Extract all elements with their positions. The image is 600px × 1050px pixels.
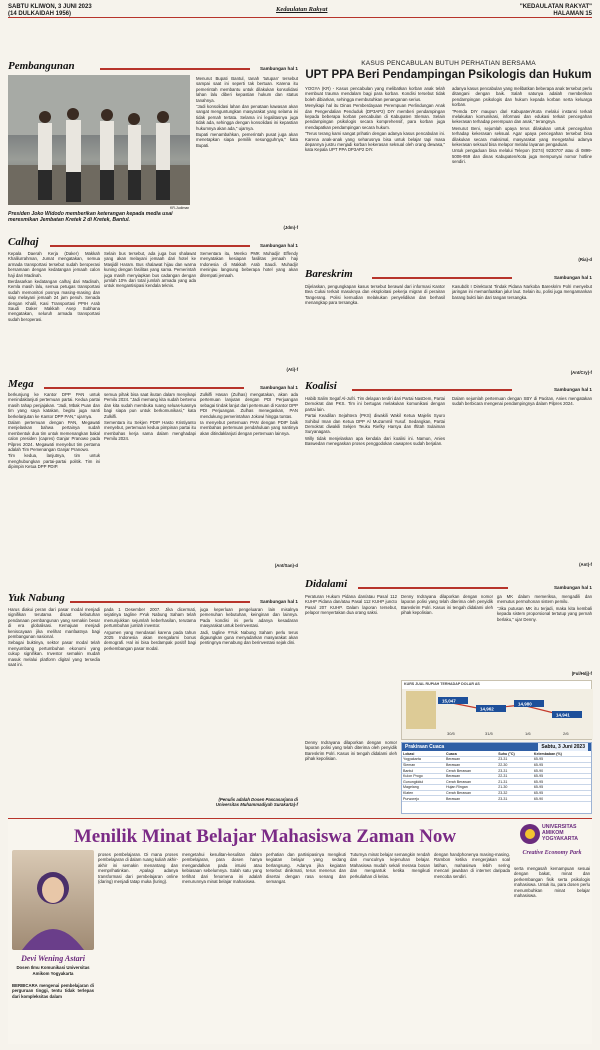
table-cell: Bantul	[402, 768, 445, 774]
koalisi-col-2: Dalam sejumlah pertemuan dengan SBY di Pacitan, Anies mengatakan sudah berbicara mengenai pendampingnya dalam Pilpres 2024.	[452, 396, 592, 407]
mega-col-2: semua pihak bisa saat ikutan dalam menyikapi Pemilu 2024. "Jadi memang kita sudah bertemu dan kita sudah membuka ruang seluas-luasnya bagi siapa pun untuk berkomunikasi," kata Zulkifli. Sementara itu Sekjen PDIP Hasto Kristiyanto menyebut, pertemuan kedua pimpinan partai itu membahas kerja sama dalam menghadapi Pemilu 2024.	[104, 392, 196, 442]
kurs-date: 30/5	[447, 731, 455, 736]
kurs-chart	[401, 680, 592, 740]
bareskrim-byline: Sambungan hal 1	[553, 275, 592, 280]
page-header	[8, 4, 592, 18]
spacer	[305, 745, 306, 746]
didalami-heading: Didalami	[305, 578, 348, 590]
yuknabung-col-1: Harus diakui peran dari pasar modal menjadi signifikan terutama disaat kebutuhan pendanaan pembangunan yang semakin besar di era globalisasi. Kemajuan menjadi keniscayaan jika melihat manfaatnya bagi pembangunan nasional. Sebagai buktinya, sektor pasar modal telah menyumbang pertumbuhan ekonomi yang cukup signifikan. Investor semakin mudah masuk melalui platform digital yang tersedia saat ini.	[8, 607, 100, 668]
author-photo	[12, 850, 94, 950]
didalami-col-2: Denny Indrayana dilaporkan dengan nomor laporan polisi yang telah diterima oleh penyidik Bareskrim Polri. Kasus ini tengah didalami oleh pihak kepolisian.	[401, 594, 493, 616]
table-cell: 23-31	[497, 796, 533, 802]
table-cell: Klaten	[402, 790, 445, 796]
calhaj-byline: Sambungan hal 1	[259, 243, 298, 248]
table-cell: Berawan	[445, 796, 497, 802]
table-cell: 22-30	[497, 762, 533, 768]
yuknabung-author-note: (Penulis adalah Dosen Pascasarjana di Universitas Muhammadiyah Surakarta)-f	[215, 797, 298, 808]
kasus-headline: UPT PPA Beri Pendampingan Psikologis dan Hukum	[305, 69, 592, 81]
table-cell: Cerah Berawan	[445, 779, 497, 785]
weather-col-header: Kelembaban (%)	[533, 751, 591, 757]
calhaj-col-1: Kepala Daerah Kerja (Daker) Makkah Khalilurrahman, Jumat mengatakan, semua armada transportasi tersebut sudah beroperasi bersamaan dengan kedatangan jemaah calon haji dari Madinah. Berdasarkan kedatangan calhaj dari Madinah, Kemla masih lalu, semua petugas transportasi sudah memonitori posnya masing-masing dan siap melayani jemaah 24 jam penuh. Senada dengan Khalil, Kasi Transportasi PPIH Arab Saudi Daker Makkah Asep Subhana mengatakan, seluruh armada transportasi sudah beroperasi.	[8, 251, 100, 322]
kurs-value: 14,941	[556, 712, 570, 718]
bareskrim-col-2: Kasubdit I Direktorat Tindak Pidana Narkoba Bareskrim Polri menyebut jaringan ini memanfaatkan jalur laut. Selain itu, polisi juga mengamankan barang bukti lain dari tangan tersangka.	[452, 284, 592, 300]
author-name: Devi Wening Astari	[21, 954, 85, 963]
kasus-kicker: KASUS PENCABULAN BUTUH PERHATIAN BERSAMA	[361, 60, 536, 67]
weather-header	[402, 743, 591, 751]
author-title: Dosen Ilmu Komunikasi Universitas Amikom Yogyakarta	[16, 965, 90, 976]
koalisi-heading: Koalisi	[305, 380, 337, 392]
weather-col-header: Suhu (°C)	[497, 751, 533, 757]
table-cell: 23-31	[497, 757, 533, 763]
mega-sign: (Ant/San)-d	[274, 563, 298, 568]
section-rule	[372, 277, 512, 279]
yuknabung-col-3: juga keperluan pengeluaran lain misalnya pemenuhan kebutuhan, keinginan dan lainnya. Pada kondisi ini perlu adanya kesadaran masyarakat untuk berinvestasi. Jadi, tagline #Yuk Nabung Saham perlu terus digaungkan guna menyadarkan masyarakat akan pentingnya menabung dan berinvestasi sejak dini.	[200, 607, 298, 646]
kurs-date: 1/6	[525, 731, 531, 736]
table-cell: Yogyakarta	[402, 757, 445, 763]
didalami-sign: (Ful/Hdj)-f	[571, 671, 592, 676]
table-cell: 21-31	[497, 779, 533, 785]
table-cell: Kulon Progo	[402, 773, 445, 779]
mega-heading: Mega	[8, 378, 34, 390]
table-cell: Berawan	[445, 762, 497, 768]
calhaj-heading: Calhaj	[8, 236, 39, 248]
pembangunan-body: Menurut Bupati Bantul, tanah 'tutupan' tersebut sampai saat ini seperti tak bertuan. Karena itu pemerintah membantu untuk dilakukan konsolidasi lahan lalu diberi kepastian hukum dan status tanahnya. "Jadi konsolidasi lahan dan penataan kawasan akan sangat menguntungkan masyarakat yang selama ini tidak pernah tertata. Selama ini legalitasnya juga tidak ada, sehingga dengan konsolidasi ini kepastian hukumnya akan ada," ujarnya. Bupati menambahkan, pemerintah pusat juga akan menetapkan siapa pemilik sesungguhnya," kata Bupati.	[196, 76, 298, 148]
mega-byline: Sambungan hal 1	[259, 385, 298, 390]
table-cell: 22-31	[497, 773, 533, 779]
author-silhouette	[12, 850, 94, 950]
table-cell: 65-90	[533, 796, 591, 802]
table-cell: Purworejo	[402, 796, 445, 802]
kurs-value: 14,980	[518, 701, 532, 707]
kurs-date: 2/6	[563, 731, 569, 736]
bareskrim-sign: (Ant/Cry)-f	[570, 370, 592, 375]
table-row	[402, 796, 591, 802]
pembangunan-heading: Pembangunan	[8, 60, 75, 72]
jokowi-photo	[8, 75, 190, 205]
masthead-name: "KEDAULATAN RAKYAT"	[519, 4, 592, 10]
table-cell: 65-90	[533, 768, 591, 774]
table-cell: Magelang	[402, 785, 445, 791]
didalami-col-1: Peraturan Hukum Pidana dan/atau Pasal 112 KUHP Pidana dan/atau Pasal 112 KUHP juncto Pasal 207 KUHP. Dalam laporan tersebut, pelapor menyertakan dua orang saksi.	[305, 594, 397, 616]
table-cell: 65-95	[533, 790, 591, 796]
mega-col-3: Zulkifli Hasan (Zulhas) mengatakan, akan ada pertemuan lanjutan dengan PDI Perjuangan sebagai tindak lanjut dari pertemuan di Kantor DPP PDI Perjuangan. Zulhas menegaskan, PAN mendukung pemerintahan Jokowi hingga tuntas. Ia menyebut pertemuan PAN dengan PDIP baik membahas pertemuan pendahuluan yang nantinya akan ditindaklanjuti dengan pertemuan lainnya.	[200, 392, 298, 436]
ad-col-6: serta mengasah kemampuan sesuai dengan bakat, minat dan perkembangan fisik serta psikologis mahasiswa. Untuk itu, para dosen perlu menumbuhkan minat belajar mahasiswa.	[514, 866, 590, 899]
calhaj-sign: (Ati)-f	[286, 367, 298, 372]
table-cell: 23-31	[497, 768, 533, 774]
amikom-tagline: Creative Economy Park	[522, 850, 582, 856]
table-cell: 65-95	[533, 762, 591, 768]
photo-figures	[8, 75, 190, 205]
yuknabung-heading: Yuk Nabung	[8, 592, 65, 604]
ad-col-4: Tuturnya minat belajar semangkin rendah dan munculnya kejenuhan belajar. Mahasiswa mudah sekali merasa bosan dan mengantuk ketika mengikuti perkuliahan di kelas.	[350, 852, 430, 879]
amikom-logo	[514, 822, 590, 862]
rubric-logo: Kedaulatan Rakyat	[276, 6, 328, 13]
kurs-title: KURS JUAL RUPIAH TERHADAP DOLAR AS	[404, 682, 480, 686]
table-cell: Sleman	[402, 762, 445, 768]
koalisi-col-1: Habib Salim Segaf Al-Jufri. Tim delapan terdiri dari Partai NasDem, Partai Demokrat dan PKS. Tim ini bertugas melakukan komunikasi dengan partai lain. Partai Keadilan Sejahtera (PKS) diwakili Wakil Ketua Majelis Syuro Sohibul Iman dan Ketua DPP Al Muzammil Yusuf. Sedangkan, Partai Demokrat diwakili Sekjen Teuku Riefky Harsya dan Iftitah Sulaiman Suryanagara. Willy tidak menjelaskan apa kendala dari koalisi ini. Namun, Anies Baswedan menegaskan proses penggodokan cawapres sudah berjalan.	[305, 396, 445, 447]
kurs-value: 14,962	[480, 706, 494, 712]
page-number: HALAMAN 15	[553, 11, 592, 17]
ad-col-3: perhatian dan partisipasinya mengikuti kegiatan belajar yang sedang berlangsung. Adanya jika kegiatan tersebut dinikmati, terus menerus dan disertai dengan rasa senang dan semangat.	[266, 852, 346, 885]
table-cell: 65-95	[533, 757, 591, 763]
ad-headline: Menilik Minat Belajar Mahasiswa Zaman Now	[73, 826, 457, 847]
table-cell: Cerah Berawan	[445, 790, 497, 796]
table-cell: 65-95	[533, 779, 591, 785]
table-cell: 21-30	[497, 785, 533, 791]
yuknabung-col-2: pada 1 Desember 2007. Jika dicermati, sejatinya tagline #Yuk Nabung Saham telah menunjukkan sejumlah keberhasilan, terutama pertumbuhan jumlah investor. Argumen yang mendasari karena pada tahun 2025 Indonesia akan mengalami bonus demografi. Hal ini bisa berdampak positif bagi perkembangan pasar modal.	[104, 607, 196, 651]
weather-date: Sabtu, 3 Juni 2023	[538, 743, 588, 751]
didalami-col-1-cont: Denny Indrayana dilaporkan dengan nomor laporan polisi yang telah diterima oleh penyidik Bareskrim Polri. Kasus ini tengah didalami oleh pihak kepolisian.	[305, 740, 397, 762]
issue-date: SABTU KLIWON, 3 JUNI 2023	[8, 4, 92, 10]
bareskrim-heading: Bareskrim	[305, 268, 353, 280]
table-cell: Cerah Berawan	[445, 768, 497, 774]
kasus-col-2: adanya kasus pencabulan yang melibatkan beberapa anak tersebut perlu ditangani dengan baik. Salah satunya adalah memberikan pendampingan psikologis dan hukum kepada korban serta keluarga korban. "Pemda DIY maupun dari Kabupaten/Kota melalui instansi terkait melakukan komunikasi, informasi dan edukasi terkait pencegahan kekerasan terhadap perempuan dan anak," terangnya. Menurut Beni, sejumlah upaya terus dilakukan untuk pencegahan terhadap kekerasan seksual. Agar upaya pencegahan tersebut bisa dilakukan secara maksimal, masyarakat yang mengetahui adanya kekerasan seksual bisa melapor melalui layanan pengaduan. Untuk pengaduan bisa melalui Telepon (0274) 9230707 atau di 0899-5006-959 dan dinas Kabupaten/Kota juga mempunyai nomor hotline sendiri.	[452, 86, 592, 165]
ad-lead: BERBICARA mengenai pembelajaran di perguruan tinggi, tentu tidak terlepas dari kompleksitas dalam	[12, 983, 94, 999]
table-cell: 65-95	[533, 773, 591, 779]
amikom-name: UNIVERSITAS AMIKOM YOGYAKARTA	[542, 824, 579, 842]
pembangunan-byline: Sambungan hal 1	[259, 66, 298, 71]
table-cell: 23-32	[497, 790, 533, 796]
table-cell: Gunungkidul	[402, 779, 445, 785]
weather-title: Prakiraan Cuaca	[405, 744, 445, 750]
photo-caption: Presiden Joko Widodo memberikan keterangan kepada media usai meresmikan Jembatan Kretek 2 di Kretek, Bantul.	[8, 211, 173, 224]
hijri-date: (14 DULKAIDAH 1956)	[8, 11, 72, 17]
calhaj-col-3: Sementara itu, Menko PMK Muhadjir Effendy menyatakan kesiapan fasilitas jemaah haji Indonesia di Makkah Arab Saudi. Muhadjir meninjau langsung beberapa hotel yang akan ditempati jemaah.	[200, 251, 298, 278]
yuknabung-byline: Sambungan hal 1	[259, 599, 298, 604]
weather-box	[401, 742, 592, 814]
didalami-byline: Sambungan hal 1	[553, 585, 592, 590]
pembangunan-sign: (Jdm)-f	[283, 225, 298, 230]
kurs-svg	[402, 689, 593, 739]
table-cell: Berawan	[445, 773, 497, 779]
weather-table	[402, 751, 591, 802]
koalisi-sign: (Ant)-f	[579, 562, 592, 567]
section-rule	[358, 587, 508, 589]
weather-col-header: Cuaca	[445, 751, 497, 757]
table-cell: 65-95	[533, 785, 591, 791]
bareskrim-col-1: Dijelaskan, pengungkapan kasus tersebut berawal dari informasi Kantor Bea Cukai terkait masuknya dan eksploitasi pekerja migran di perairan Tangerang. Polisi kemudian melakukan penyelidikan dan berhasil menangkap para tersangka.	[305, 284, 445, 306]
weather-col-header: Lokasi	[402, 751, 445, 757]
photo-credit: KR-Judiman	[170, 206, 190, 210]
kasus-col-1: YOGYA (KR) - Kasus pencabulan yang melibatkan korban anak telah membuat trauma mendalam bagi para korban. Kondisi tersebut tidak boleh dibiarkan, sehingga membutuhkan penanganan serius. Menyikapi hal itu Dinas Pemberdayaan Perempuan Perlindungan Anak dan Pengendalian Penduduk (DP3AP2) DIY memberi pendampingan kepada beberapa korban pencabulan di Kabupaten Sleman. Selain pendampingan psikologis secara komprehensif, para korban juga mendapatkan pendampingan secara hukum. "Terus terang kami sangat prihatin dengan adanya kasus pencabulan ini. Karena anak-anak yang seharusnya bisa untuk belajar tapi masa depannya justru menjadi korban kekerasan seksual oleh orang dewasa," kata Kepala UPT PPA DP3AP2 DIY.	[305, 86, 445, 153]
calhaj-col-2: Selain bus tersebut, ada juga bus shalawat yang akan melayani jemaah dari hotel ke Masjidil Haram. Bus shalawat hijau dan warna kuning dengan fasilitas yang sama. Pemerintah juga masih menyiapkan bus cadangan dengan jumlah 10% dari total jumlah armada yang ada untuk mengantisipasi kendala teknis.	[104, 251, 196, 289]
didalami-col-3: ga MK dalam memeriksa, mengadili dan memutus permohonan sistem pemilu. "Jika putusan MK itu terjadi, maka kita kembali kepada sistem proporsional tertutup yang pernah berlaku," ujar Denny.	[497, 594, 592, 622]
ad-col-1: proses pembelajaran. Di mana proses pembelajaran di dalam ruang kuliah akhir-akhir ini semakin menantang dan memprihatinkan. Apalagi adanya transformasi dari pembelajaran online (daring) menjadi tatap muka (luring).	[98, 852, 178, 885]
mega-col-1: berkunjung ke Kantor DPP PAN untuk menindaklanjuti pertemuan partai. Kedua partai masih tahap penjajakan. "Jadi, Mbak Puan dan tim yang saya katakan, begitu juga nanti berkelanjutan ke Kantor DPP PAN," ujarnya. Dalam pertemuan dengan PAN, Megawati menjelaskan bahwa pertainya sudah membentuk dua tim untuk memenangkan bakal calon presiden (capres) Ganjar Pranowo pada Pilpres 2024. Megawati menyebut tim pertama adalah Tim Pemenangan Ganjar Pranowo. Tim kedua, lanjutnya, tim untuk menghubungkan partai-partai politik. Tim ini dipimpin Ketua DPP PDIP.	[8, 392, 100, 470]
koalisi-byline: Sambungan hal 1	[553, 387, 592, 392]
table-cell: Berawan	[445, 757, 497, 763]
section-rule	[352, 389, 512, 391]
kurs-value: 15,047	[442, 698, 456, 704]
table-cell: Hujan Ringan	[445, 785, 497, 791]
kasus-sign: (Ria)-d	[578, 257, 592, 262]
ad-col-5: dengan handphonenya masing-masing. Rambon ketika mengerjakan soal latihan, mahasiswa lebih sering mencari jawaban di internet daripada mencoba sendiri.	[434, 852, 510, 879]
ad-col-2: mengetahui kesulitan-kesulitan dalam pembelajaran, para dosen hanya mengandalkan pada intuisi atau kebiasaan sebelumnya. Salah satu yang terlihat dari fenomena ini adalah menurunnya minat belajar mahasiswa.	[182, 852, 262, 885]
kurs-date: 31/5	[485, 731, 493, 736]
